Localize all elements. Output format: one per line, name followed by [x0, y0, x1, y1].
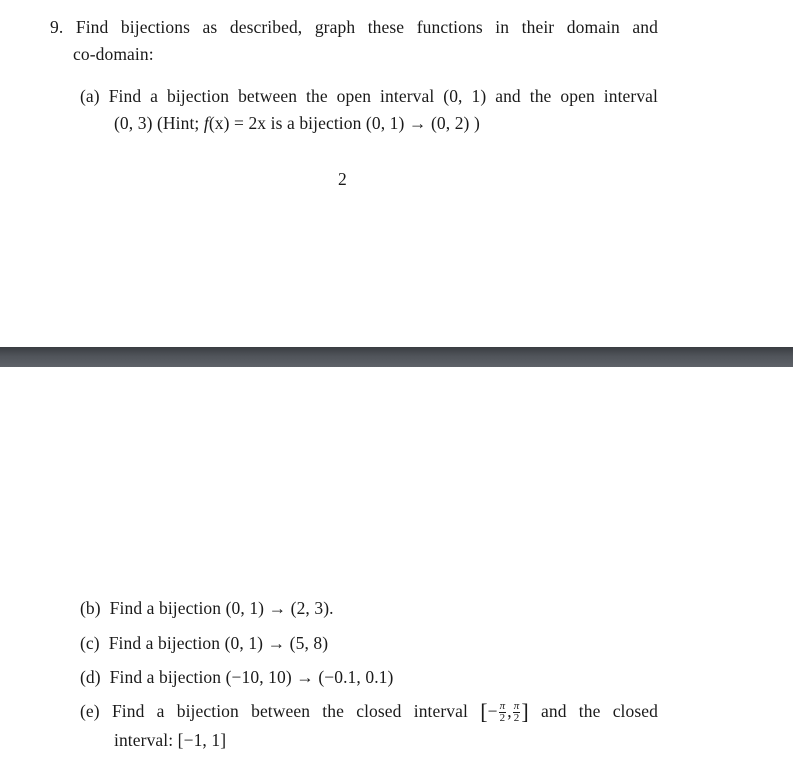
part-b-text: Find a bijection (0, 1) → (2, 3). — [109, 598, 334, 618]
part-c-label: (c) — [80, 633, 100, 653]
part-e-line2: interval: [−1, 1] — [114, 730, 227, 750]
part-a-line1 — [80, 85, 658, 107]
part-a-fx: f — [203, 113, 209, 133]
part-a-line2 — [114, 112, 480, 134]
part-d — [80, 666, 393, 688]
part-b-label: (b) — [80, 598, 101, 618]
page-top — [0, 0, 793, 347]
neg-pi-over-2: $\frac{\pi}{2}$ — [499, 700, 506, 725]
part-c-text: Find a bijection (0, 1) → (5, 8) — [108, 633, 329, 653]
page-break-divider — [0, 347, 793, 367]
part-c — [80, 632, 328, 654]
problem-number: 9. — [50, 17, 64, 37]
left-bracket: [ — [480, 699, 488, 724]
problem-intro-line2: co-domain: — [73, 44, 154, 64]
problem-intro-text: Find bijections as described, graph these functions in their domain and — [75, 17, 658, 37]
part-a-label: (a) — [80, 86, 100, 106]
part-b — [80, 597, 334, 619]
part-a-line2-post: is a bijection (0, 1) → (0, 2) ) — [266, 113, 480, 133]
part-e-label: (e) — [80, 701, 100, 721]
part-e-text-post: and the closed — [528, 701, 658, 721]
problem-intro-line1 — [50, 16, 658, 38]
part-e-line1: (e) Find a bijection between the closed interval [− $\frac{\pi}{2}$ , $\frac{\pi}{2}$ ] and the closed — [80, 699, 658, 725]
page-bottom — [0, 367, 793, 767]
part-a-fx-def: (x) = 2x — [208, 113, 267, 133]
page-number: 2 — [338, 169, 347, 189]
part-e-text-pre: Find a bijection between the closed interval — [111, 701, 481, 721]
part-a-text: Find a bijection between the open interval (0, 1) and the open interval — [108, 86, 658, 106]
pi-over-2: $\frac{\pi}{2}$ — [513, 700, 520, 725]
part-d-label: (d) — [80, 667, 101, 687]
right-bracket: ] — [521, 699, 529, 724]
part-d-text: Find a bijection (−10, 10) → (−0.1, 0.1) — [109, 667, 394, 687]
part-a-line2-pre: (0, 3) (Hint; — [114, 113, 204, 133]
